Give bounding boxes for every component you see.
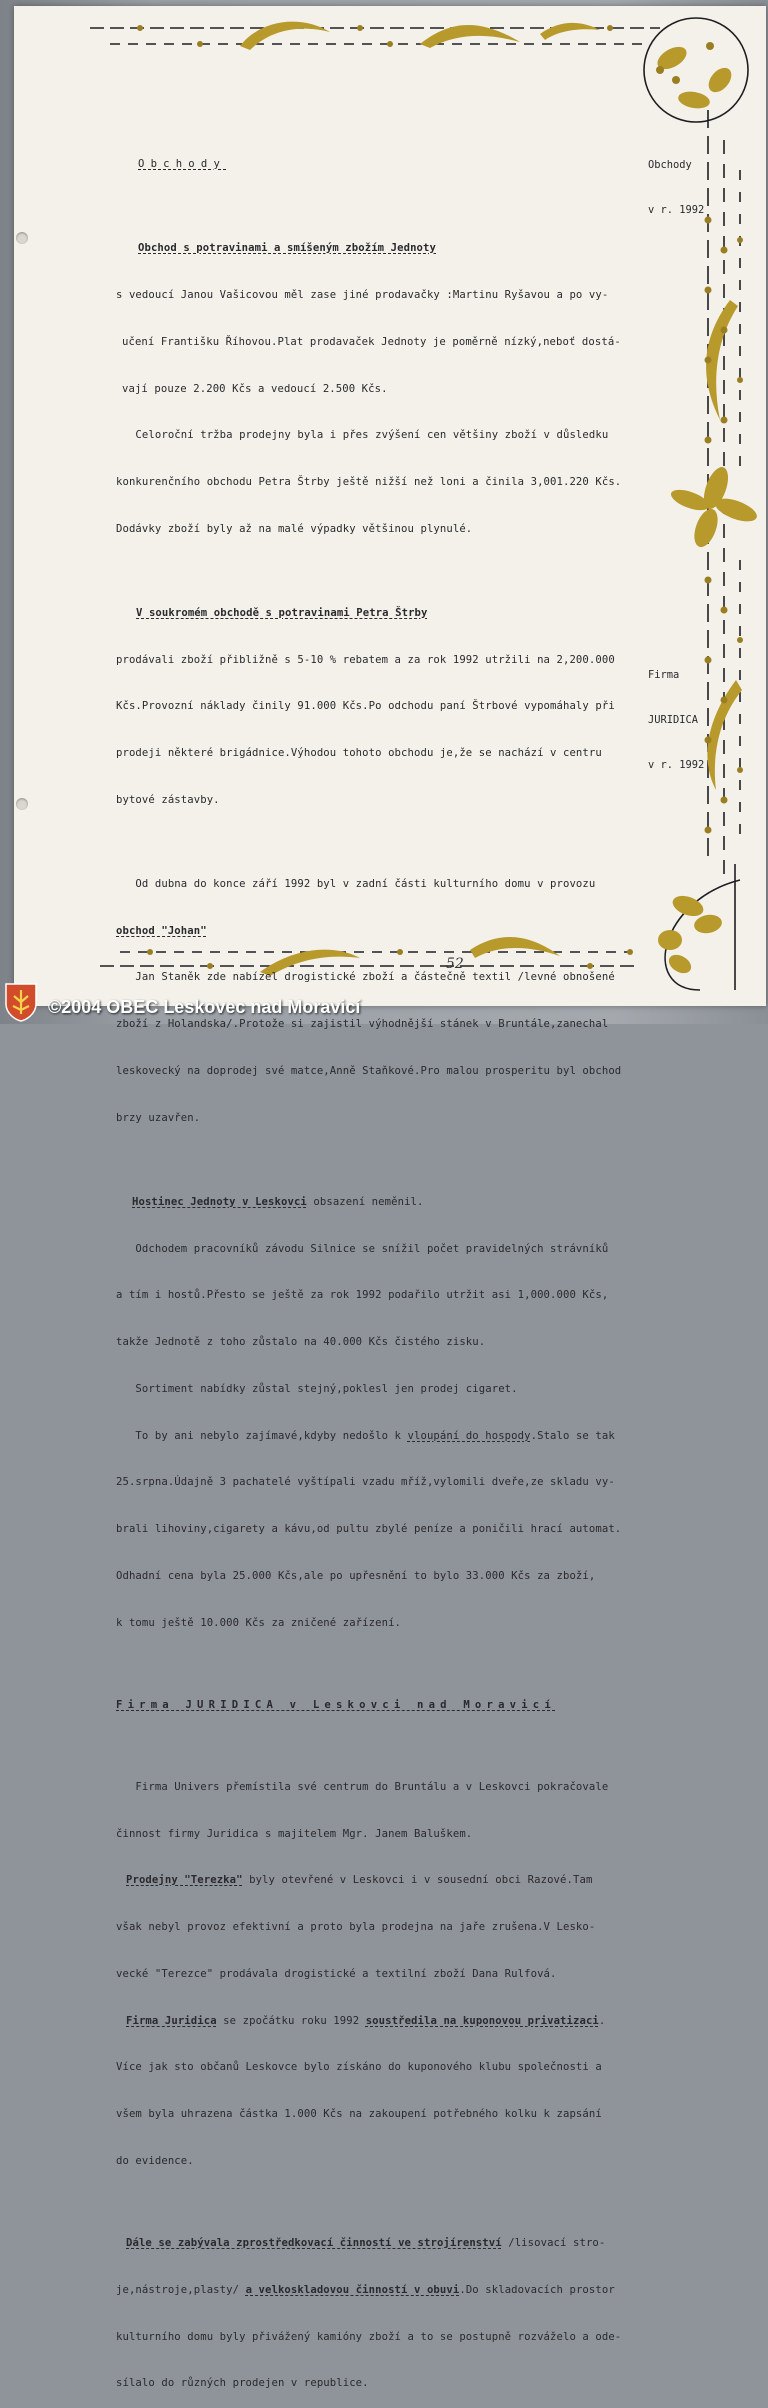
section-title-strba: V soukromém obchodě s potravinami Petra Štrby — [136, 606, 428, 619]
text-line — [116, 1429, 621, 1445]
text-line: k tomu ještě 10.000 Kčs za zničené zařízení. — [116, 1616, 402, 1629]
text-line: leskovecký na doprodej své matce,Anně Staňkové.Pro malou prosperitu byl obchod — [116, 1065, 622, 1078]
text-line — [132, 1195, 621, 1211]
text-line — [126, 2236, 621, 2252]
underlined-obuv: a velkoskladovou činností v obuvi — [245, 2283, 460, 2296]
footer-watermark — [0, 994, 768, 1024]
text-line: Sortiment nabídky zůstal stejný,poklesl jen prodej cigaret. — [116, 1382, 518, 1395]
text-fragment: To by ani nebylo zajímavé,kdyby nedošlo k — [116, 1429, 408, 1442]
underlined-terezka: Prodejny "Terezka" — [126, 1874, 243, 1887]
text-fragment: byly otevřené v Leskovci i v sousední obci Razové.Tam — [242, 1874, 593, 1887]
text-fragment: je,nástroje,plasty/ — [116, 2283, 246, 2296]
margin-note-line: v r. 1992 — [648, 204, 705, 216]
text-line: s vedoucí Janou Vašicovou měl zase jiné prodavačky :Martinu Ryšavou a po vy- — [116, 288, 609, 301]
margin-note-line: Firma — [648, 669, 680, 681]
underlined-vloupani: vloupání do hospody — [407, 1429, 531, 1442]
page-number: 52 — [446, 956, 464, 972]
text-line — [126, 1873, 621, 1889]
heading-obchody: Obchody — [138, 158, 227, 171]
text-fragment: .Stalo se tak — [530, 1429, 615, 1442]
text-line: prodávali zboží přibližně s 5-10 % rebatem a za rok 1992 utržili na 2,200.000 — [116, 653, 615, 666]
text-fragment: . — [598, 2014, 606, 2027]
text-line: Jan Staněk zde nabízel drogistické zboží a částečně textil /levné obnošené — [116, 971, 615, 984]
margin-note-juridica — [648, 638, 704, 788]
text-line: sílalo do různých prodejen v republice. — [116, 2377, 369, 2390]
text-line: Od dubna do konce září 1992 byl v zadní části kulturního domu v provozu — [116, 877, 596, 890]
text-line: brali lihoviny,cigarety a kávu,od pultu zbylé peníze a poničili hrací automat. — [116, 1523, 622, 1536]
underlined-firma-juridica: Firma Juridica — [126, 2014, 217, 2027]
underlined-strojirenstvi: Dále se zabývala zprostředkovací činností ve strojírenství — [126, 2236, 502, 2249]
text-line: takže Jednotě z toho zůstalo na 40.000 Kčs čistého zisku. — [116, 1336, 486, 1349]
section-title-johan: obchod "Johan" — [116, 924, 207, 937]
text-fragment: .Do skladovacích prostor — [459, 2283, 615, 2296]
text-line: vecké "Terezce" prodávala drogistické a textilní zboží Dana Rulfová. — [116, 1967, 557, 1980]
margin-note-obchody — [648, 128, 704, 233]
text-line: vají pouze 2.200 Kčs a vedoucí 2.500 Kčs. — [122, 382, 388, 395]
text-line: konkurenčního obchodu Petra Štrby ještě nižší než loni a činila 3,001.220 Kčs. — [116, 476, 622, 489]
text-line: Více jak sto občanů Leskovce bylo získáno do kuponového klubu společnosti a — [116, 2061, 602, 2074]
document-body — [116, 126, 621, 2408]
text-fragment: obsazení neměnil. — [306, 1195, 424, 1208]
footer-copyright: ©2004 OBEC Leskovec nad Moravicí — [48, 997, 361, 1017]
text-line: zboží z Holandska/.Protože si zajistil výhodnější stánek v Bruntále,zanechal — [116, 1018, 609, 1031]
text-line: 25.srpna.Údajně 3 pachatelé vyštípali vzadu mříž,vylomili dveře,ze skladu vy- — [116, 1476, 615, 1489]
text-line: Celoroční tržba prodejny byla i přes zvýšení cen většiny zboží v důsledku — [116, 429, 609, 442]
text-line: Kčs.Provozní náklady činily 91.000 Kčs.Po odchodu paní Štrbové vypomáhaly při — [116, 700, 615, 713]
text-line — [126, 2014, 621, 2030]
margin-note-line: JURIDICA — [648, 714, 699, 726]
section-title-jednota: Obchod s potravinami a smíšeným zbožím Jednoty — [138, 242, 436, 255]
margin-note-line: v r. 1992 — [648, 759, 705, 771]
margin-note-line: Obchody — [648, 159, 692, 171]
text-line: Odhadní cena byla 25.000 Kčs,ale po upřesnění to bylo 33.000 Kčs za zboží, — [116, 1570, 596, 1583]
underlined-privatizace: soustředila na kuponovou privatizaci — [365, 2014, 599, 2027]
text-line: však nebyl provoz efektivní a proto byla prodejna na jaře zrušena.V Lesko- — [116, 1921, 596, 1934]
text-line: brzy uzavřen. — [116, 1111, 201, 1124]
text-line: prodeji některé brigádnice.Výhodou tohoto obchodu je,že se nachází v centru — [116, 747, 602, 760]
text-line: Dodávky zboží byly až na malé výpadky většinou plynulé. — [116, 522, 473, 535]
text-line: učení Františku Říhovou.Plat prodavaček Jednoty je poměrně nízký,neboť dostá- — [122, 335, 621, 348]
text-line: do evidence. — [116, 2155, 194, 2167]
text-line — [116, 2283, 621, 2299]
text-line: Odchodem pracovníků závodu Silnice se snížil počet pravidelných strávníků — [116, 1242, 609, 1255]
text-line: činnost firmy Juridica s majitelem Mgr. Janem Baluškem. — [116, 1827, 473, 1840]
section-title-hostinec: Hostinec Jednoty v Leskovci — [132, 1195, 307, 1208]
text-line: a tím i hostů.Přesto se ještě za rok 1992 podařilo utržit asi 1,000.000 Kčs, — [116, 1289, 609, 1302]
text-line: všem byla uhrazena částka 1.000 Kčs na zakoupení potřebného kolku k zapsání — [116, 2108, 602, 2121]
text-line: bytové zástavby. — [116, 793, 220, 806]
text-fragment: /lisovací stro- — [501, 2236, 606, 2249]
coat-of-arms-icon — [4, 982, 38, 1022]
section-title-firma-juridica: Firma JURIDICA v Leskovci nad Moravicí — [116, 1698, 556, 1711]
text-fragment: se zpočátku roku 1992 — [216, 2014, 366, 2027]
text-line: kulturního domu byly přivážený kamióny zboží a to se postupně rozváželo a ode- — [116, 2330, 622, 2343]
text-line: Firma Univers přemístila své centrum do Bruntálu a v Leskovci pokračovale — [116, 1780, 609, 1793]
